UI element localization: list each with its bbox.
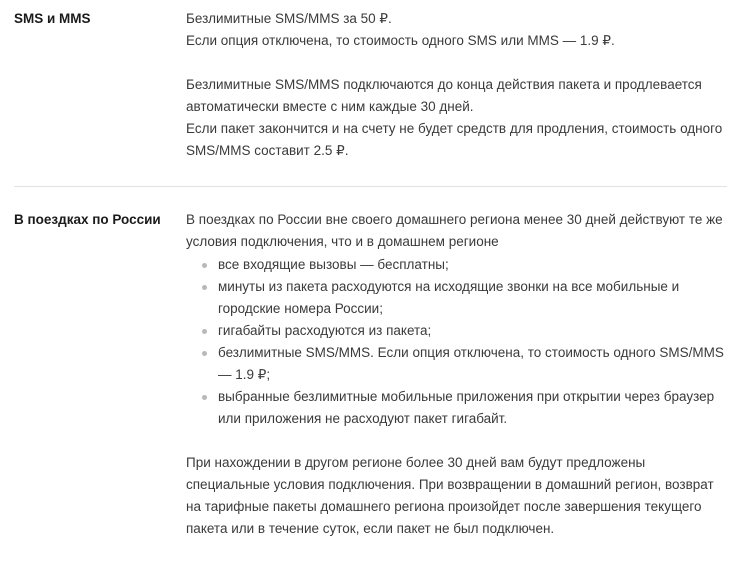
section-body-travel-russia <box>186 209 727 540</box>
paragraph: Если пакет закончится и на счету не будет средств для продления, стоимость одного SMS/MMS составит 2.5 ₽. <box>186 121 723 158</box>
section-sms-mms <box>14 8 727 162</box>
list-item <box>202 254 727 276</box>
list-item-label: минуты из пакета расходуются на исходящие звонки на все мобильные и городские номера России; <box>218 279 680 316</box>
paragraph: Безлимитные SMS/MMS подключаются до конца действия пакета и продлевается автоматически вместе с ним каждые 30 дней. <box>186 77 702 114</box>
list-item <box>202 320 727 342</box>
list-item-label: безлимитные SMS/MMS. Если опция отключена, то стоимость одного SMS/MMS — 1.9 ₽; <box>218 345 724 382</box>
paragraph-intro: В поездках по России вне своего домашнего региона менее 30 дней действуют те же условия подключения, что и в домашнем регионе <box>186 212 723 249</box>
section-label-sms-mms: SMS и MMS <box>14 11 91 26</box>
bullet-dot-icon <box>202 329 207 334</box>
bullet-dot-icon <box>202 351 207 356</box>
list-item <box>202 342 727 386</box>
section-body-sms-mms <box>186 8 727 162</box>
section-label-travel-russia: В поездках по России <box>14 212 161 227</box>
bullet-dot-icon <box>202 285 207 290</box>
section-travel-russia <box>14 209 727 540</box>
paragraph: Безлимитные SMS/MMS за 50 ₽. <box>186 11 392 26</box>
paragraph-spacer <box>186 52 727 74</box>
list-item-label: гигабайты расходуются из пакета; <box>218 323 432 338</box>
paragraph: Если опция отключена, то стоимость одного SMS или MMS — 1.9 ₽. <box>186 33 615 48</box>
list-item-label: выбранные безлимитные мобильные приложения при открытии через браузер или приложения не расходуют пакет гигабайт. <box>218 389 715 426</box>
paragraph-outro: При нахождении в другом регионе более 30 дней вам будут предложены специальные условия подключения. При возвращении в домашний регион, возврат на тарифные пакеты домашнего региона произойдет после завершения текущего пакета или в течение суток, если пакет не был подключен. <box>186 455 714 536</box>
list-item <box>202 386 727 430</box>
section-divider <box>14 186 727 187</box>
bullet-dot-icon <box>202 395 207 400</box>
bullet-dot-icon <box>202 263 207 268</box>
list-item <box>202 276 727 320</box>
paragraph-spacer <box>186 430 727 452</box>
conditions-list <box>186 254 727 430</box>
list-item-label: все входящие вызовы — бесплатны; <box>218 257 449 272</box>
